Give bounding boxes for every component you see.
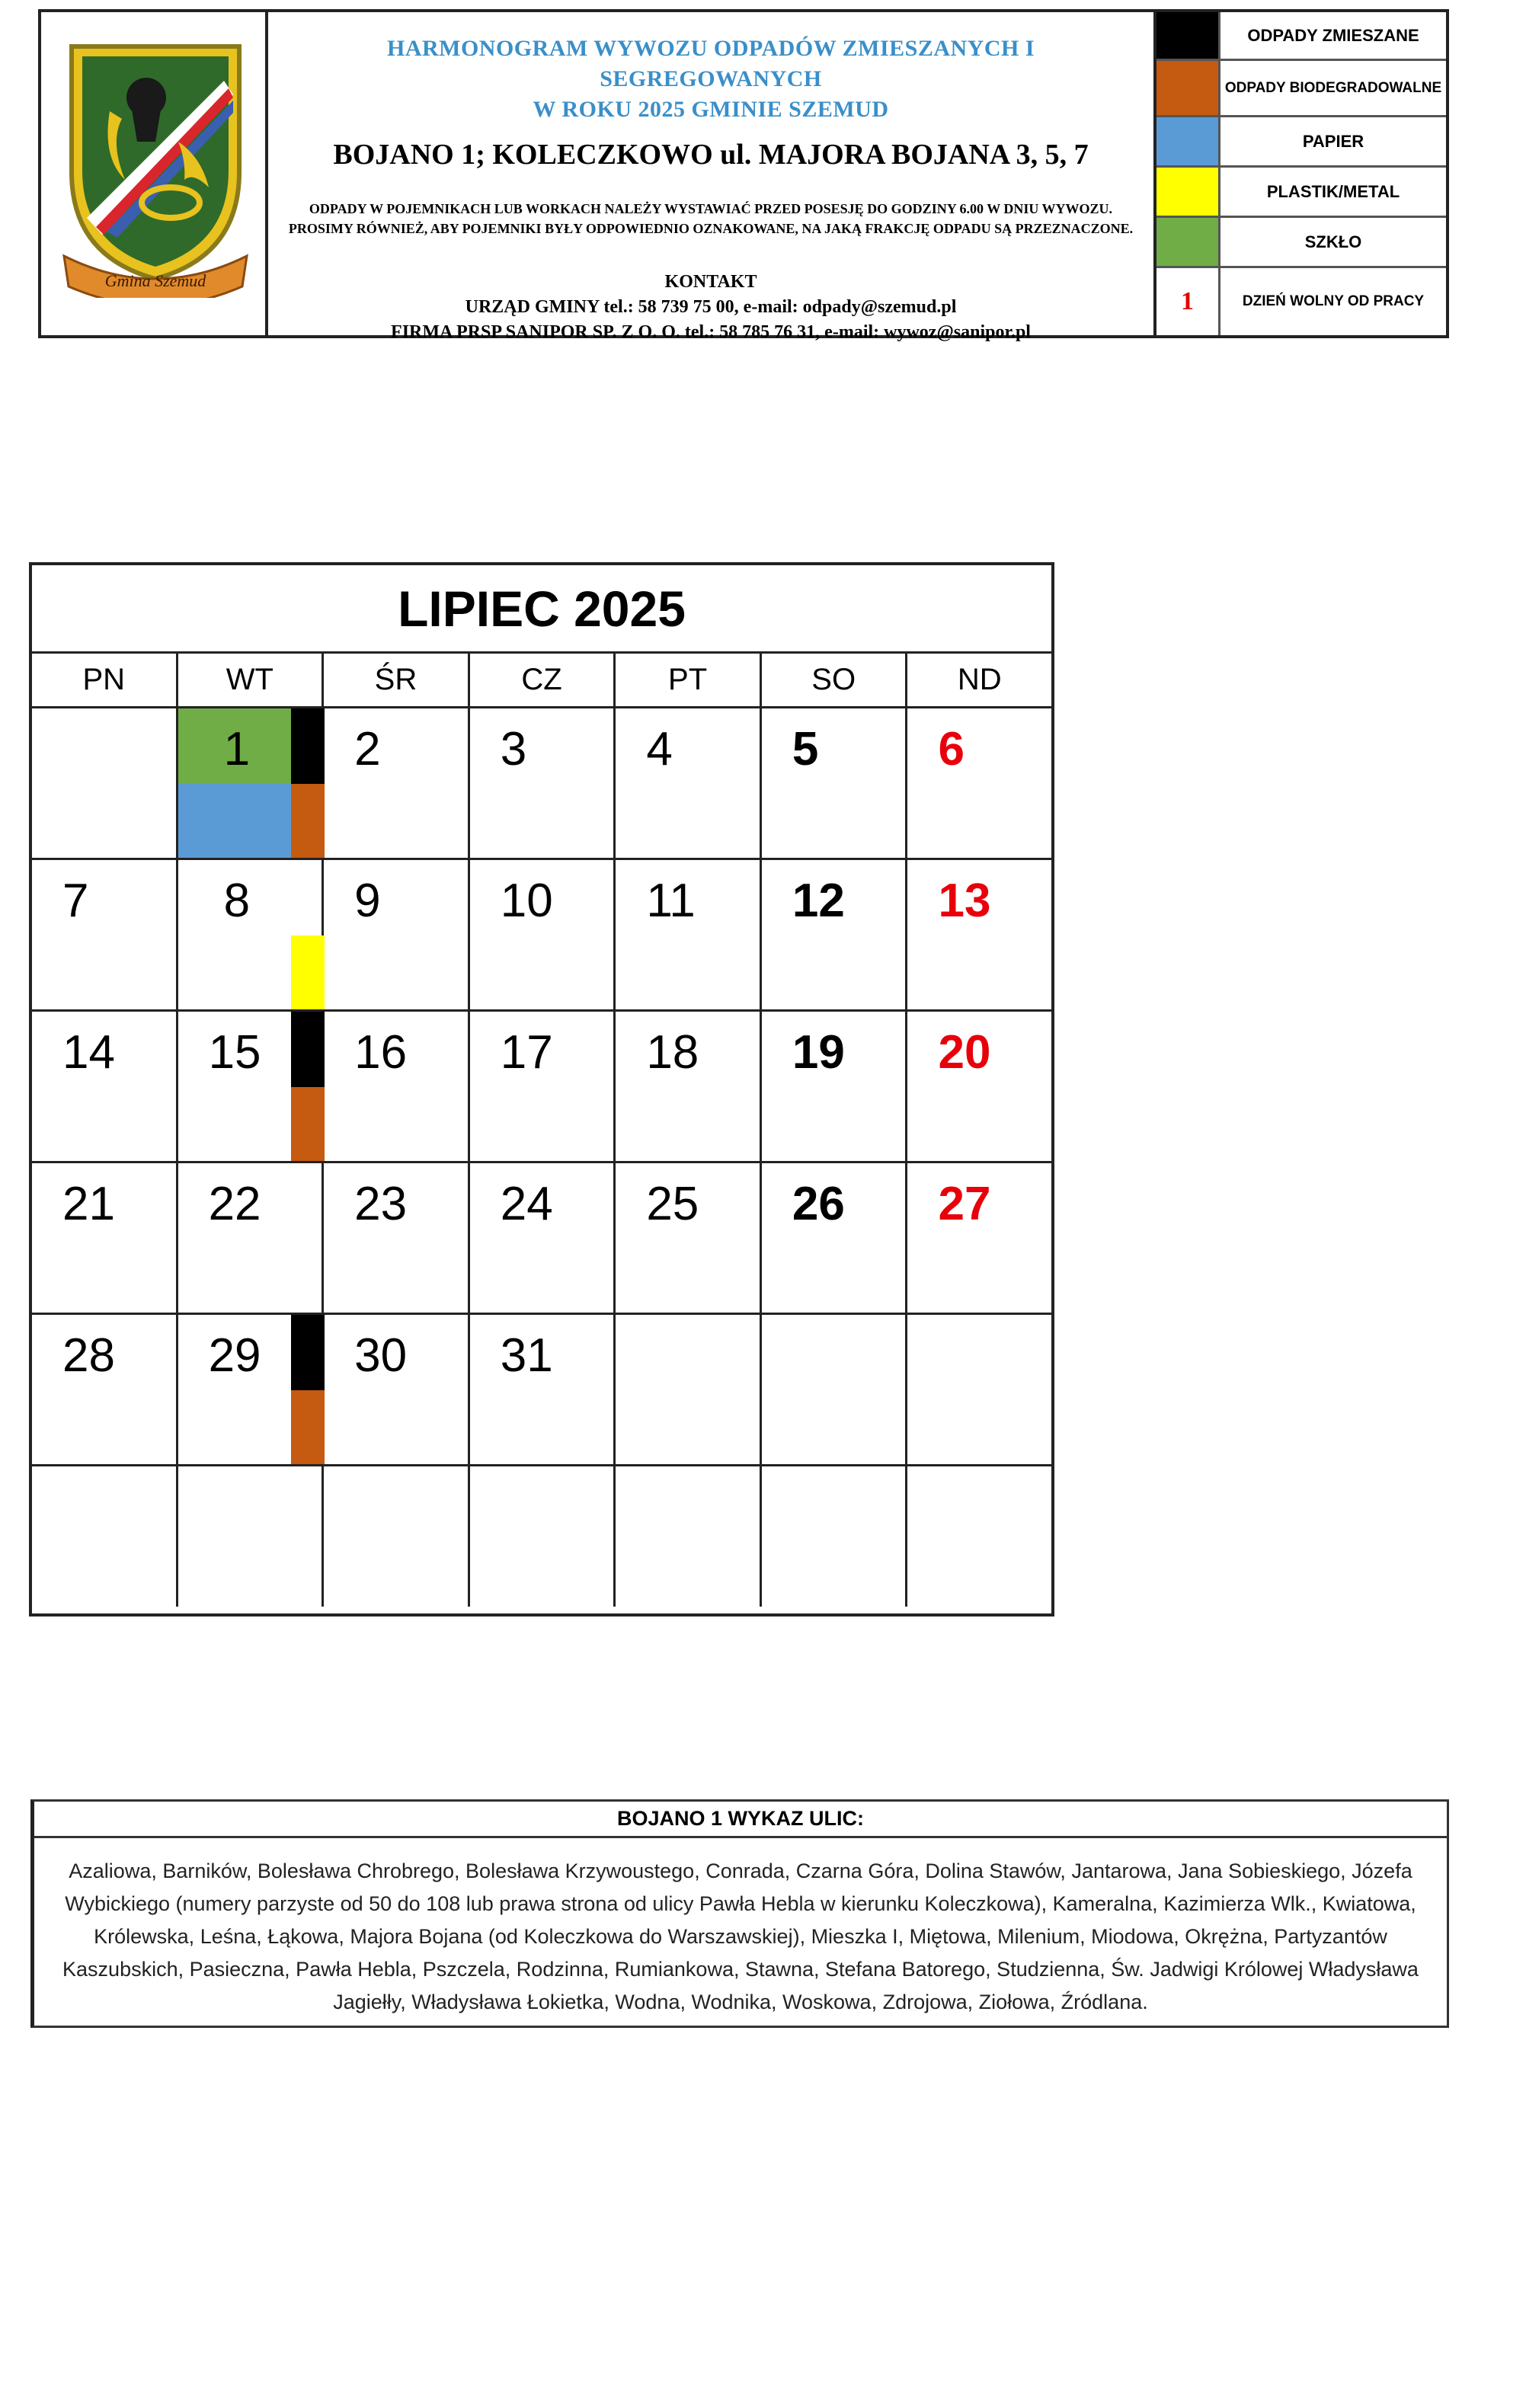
day-cell [762, 1315, 908, 1464]
day-cell [762, 1012, 908, 1161]
weekday-label: CZ [470, 654, 616, 706]
legend-row-bio [1156, 61, 1446, 117]
swatch-mixed [1156, 12, 1220, 59]
day-cell [470, 1163, 616, 1313]
pickup-bio-mark [291, 784, 325, 858]
day-number: 10 [500, 875, 553, 927]
day-number: 11 [646, 875, 696, 927]
day-cell [762, 1163, 908, 1313]
day-number: 12 [792, 875, 845, 927]
weekday-header [32, 654, 1051, 708]
contact-company: FIRMA PRSP SANIPOR SP. Z O. O. tel.: 58 785 76 31, e-mail: wywoz@sanipor.pl [391, 322, 1031, 342]
day-cell [616, 1012, 762, 1161]
day-cell [907, 1466, 1051, 1607]
pickup-mixed-mark [291, 1315, 325, 1390]
schedule-title: HARMONOGRAM WYWOZU ODPADÓW ZMIESZANYCH I SEGREGOWANYCH W ROKU 2025 GMINIE SZEMUD [386, 36, 1035, 122]
day-cell [762, 1466, 908, 1607]
legend-row-plastic [1156, 168, 1446, 218]
day-number: 26 [792, 1178, 845, 1230]
pickup-plastic-mark [291, 935, 325, 1009]
day-number: 27 [938, 1178, 991, 1230]
day-cell [616, 860, 762, 1009]
pickup-paper-mark [178, 784, 291, 858]
day-number: 18 [646, 1026, 699, 1079]
day-cell [324, 860, 470, 1009]
swatch-glass [1156, 218, 1220, 266]
day-cell [32, 1163, 178, 1313]
day-number: 23 [354, 1178, 408, 1230]
swatch-holiday [1156, 268, 1220, 335]
day-cell [324, 1012, 470, 1161]
day-number: 22 [208, 1178, 261, 1230]
day-number: 19 [792, 1026, 845, 1079]
day-cell [907, 1315, 1051, 1464]
day-cell [470, 860, 616, 1009]
day-cell [907, 1012, 1051, 1161]
weekday-label: ND [957, 663, 1002, 696]
pickup-bio-mark [291, 1087, 325, 1161]
day-cell [616, 1163, 762, 1313]
day-cell [907, 860, 1051, 1009]
day-cell [32, 1315, 178, 1464]
calendar-title: LIPIEC 2025 [32, 565, 1051, 654]
day-number: 3 [500, 723, 527, 775]
day-number: 28 [62, 1329, 115, 1382]
legend-row-holiday [1156, 268, 1446, 335]
schedule-note: ODPADY W POJEMNIKACH LUB WORKACH NALEŻY WYSTAWIAĆ PRZED POSESJĘ DO GODZINY 6.00 W DNIU WYWOZU. PROSIMY RÓWNIEŻ, ABY POJEMNIKI BYŁY ODPOWIEDNIO OZNAKOWANE, NA JAKĄ FRAKCJĘ ODPADU SĄ PRZEZNACZONE. [288, 201, 1134, 236]
week-row [32, 1163, 1051, 1315]
crest-label: Gmina Szemud [104, 271, 206, 290]
day-cell [178, 708, 325, 858]
street-list [30, 1799, 1449, 2028]
day-cell [32, 860, 178, 1009]
day-number: 13 [938, 875, 991, 927]
day-number: 6 [938, 723, 965, 775]
day-number: 14 [62, 1026, 115, 1079]
day-cell [178, 860, 325, 1009]
day-cell [324, 1163, 470, 1313]
street-list-title: BOJANO 1 WYKAZ ULIC: [34, 1802, 1447, 1838]
pickup-mixed-mark [291, 708, 325, 784]
day-cell [178, 1163, 325, 1313]
week-row [32, 1466, 1051, 1607]
day-cell [616, 1315, 762, 1464]
day-number: 20 [938, 1026, 991, 1079]
day-number: 21 [62, 1178, 115, 1230]
day-number: 29 [208, 1329, 261, 1382]
day-number: 9 [354, 875, 381, 927]
day-number: 7 [62, 875, 89, 927]
day-cell [470, 1012, 616, 1161]
day-number: 16 [354, 1026, 408, 1079]
day-number: 31 [500, 1329, 553, 1382]
weekday-label: PT [616, 654, 762, 706]
day-number: 1 [223, 723, 251, 775]
header-box [38, 9, 1449, 342]
day-cell [616, 708, 762, 858]
legend [1156, 12, 1446, 335]
week-row [32, 860, 1051, 1012]
weekday-label: ŚR [324, 654, 470, 706]
info-cell [268, 12, 1156, 342]
day-cell [178, 1315, 325, 1464]
day-cell [32, 1012, 178, 1161]
legend-label-glass: SZKŁO [1304, 232, 1362, 251]
day-number: 24 [500, 1178, 553, 1230]
day-number: 17 [500, 1026, 553, 1079]
day-cell [178, 1012, 325, 1161]
swatch-plastic [1156, 168, 1220, 216]
legend-row-glass [1156, 218, 1446, 268]
pickup-mixed-mark [291, 1012, 325, 1087]
day-number: 8 [223, 875, 251, 927]
crest-cell [41, 12, 268, 335]
municipality-crest-icon [56, 27, 254, 298]
day-number: 2 [354, 723, 381, 775]
day-cell [32, 1466, 178, 1607]
schedule-address: BOJANO 1; KOLECZKOWO ul. MAJORA BOJANA 3, 5, 7 [333, 139, 1089, 171]
day-cell [324, 1466, 470, 1607]
contact-office: URZĄD GMINY tel.: 58 739 75 00, e-mail: odpady@szemud.pl [465, 297, 957, 317]
day-cell [762, 860, 908, 1009]
day-number: 5 [792, 723, 819, 775]
day-cell [324, 1315, 470, 1464]
week-row [32, 708, 1051, 860]
day-cell [762, 708, 908, 858]
legend-row-mixed [1156, 12, 1446, 61]
day-cell [324, 708, 470, 858]
weekday-label: SO [762, 654, 908, 706]
holiday-sample: 1 [1181, 287, 1194, 315]
swatch-bio [1156, 61, 1220, 115]
day-cell [616, 1466, 762, 1607]
day-number: 4 [646, 723, 673, 775]
day-cell [32, 708, 178, 858]
legend-label-bio: ODPADY BIODEGRADOWALNE [1224, 79, 1442, 96]
day-cell [470, 1466, 616, 1607]
day-number: 30 [354, 1329, 408, 1382]
pickup-bio-mark [291, 1390, 325, 1464]
day-cell [470, 708, 616, 858]
legend-label-plastic: PLASTIK/METAL [1266, 181, 1400, 201]
day-cell [470, 1315, 616, 1464]
week-row [32, 1315, 1051, 1466]
day-number: 15 [208, 1026, 261, 1079]
legend-row-paper [1156, 117, 1446, 168]
legend-label-mixed: ODPADY ZMIESZANE [1247, 25, 1419, 45]
weekday-label: PN [32, 654, 178, 706]
contact-block [276, 270, 1146, 345]
swatch-paper [1156, 117, 1220, 165]
day-cell [907, 1163, 1051, 1313]
week-row [32, 1012, 1051, 1163]
legend-label-holiday: DZIEŃ WOLNY OD PRACY [1242, 293, 1425, 309]
day-cell [907, 708, 1051, 858]
legend-label-paper: PAPIER [1302, 131, 1364, 151]
day-number: 25 [646, 1178, 699, 1230]
weekday-label: WT [178, 654, 325, 706]
contact-heading: KONTAKT [664, 272, 757, 292]
calendar [29, 562, 1054, 1617]
street-list-text: Azaliowa, Barników, Bolesława Chrobrego, Bolesława Krzywoustego, Conrada, Czarna Góra, Dolina Stawów, Jantarowa, Jana Sobieskiego, Józefa Wybickiego (numery parzyste od 50 do 108 lub prawa strona od ulicy Pawła Hebla w kierunku Koleczkowa), Kameralna, Kazimierza Wlk., Kwiatowa, Królewska, Leśna, Łąkowa, Majora Bojana (od Koleczkowa do Warszawskiej), Mieszka I, Miętowa, Milenium, Miodowa, Okrężna, Partyzantów Kaszubskich, Pasieczna, Pawła Hebla, Pszczela, Rodzinna, Rumiankowa, Stawna, Stefana Batorego, Studzienna, Św. Jadwigi Królowej Władysława Jagiełły, Władysława Łokietka, Wodna, Wodnika, Woskowa, Zdrojowa, Ziołowa, Źródlana. [62, 1860, 1419, 2013]
day-cell [178, 1466, 325, 1607]
